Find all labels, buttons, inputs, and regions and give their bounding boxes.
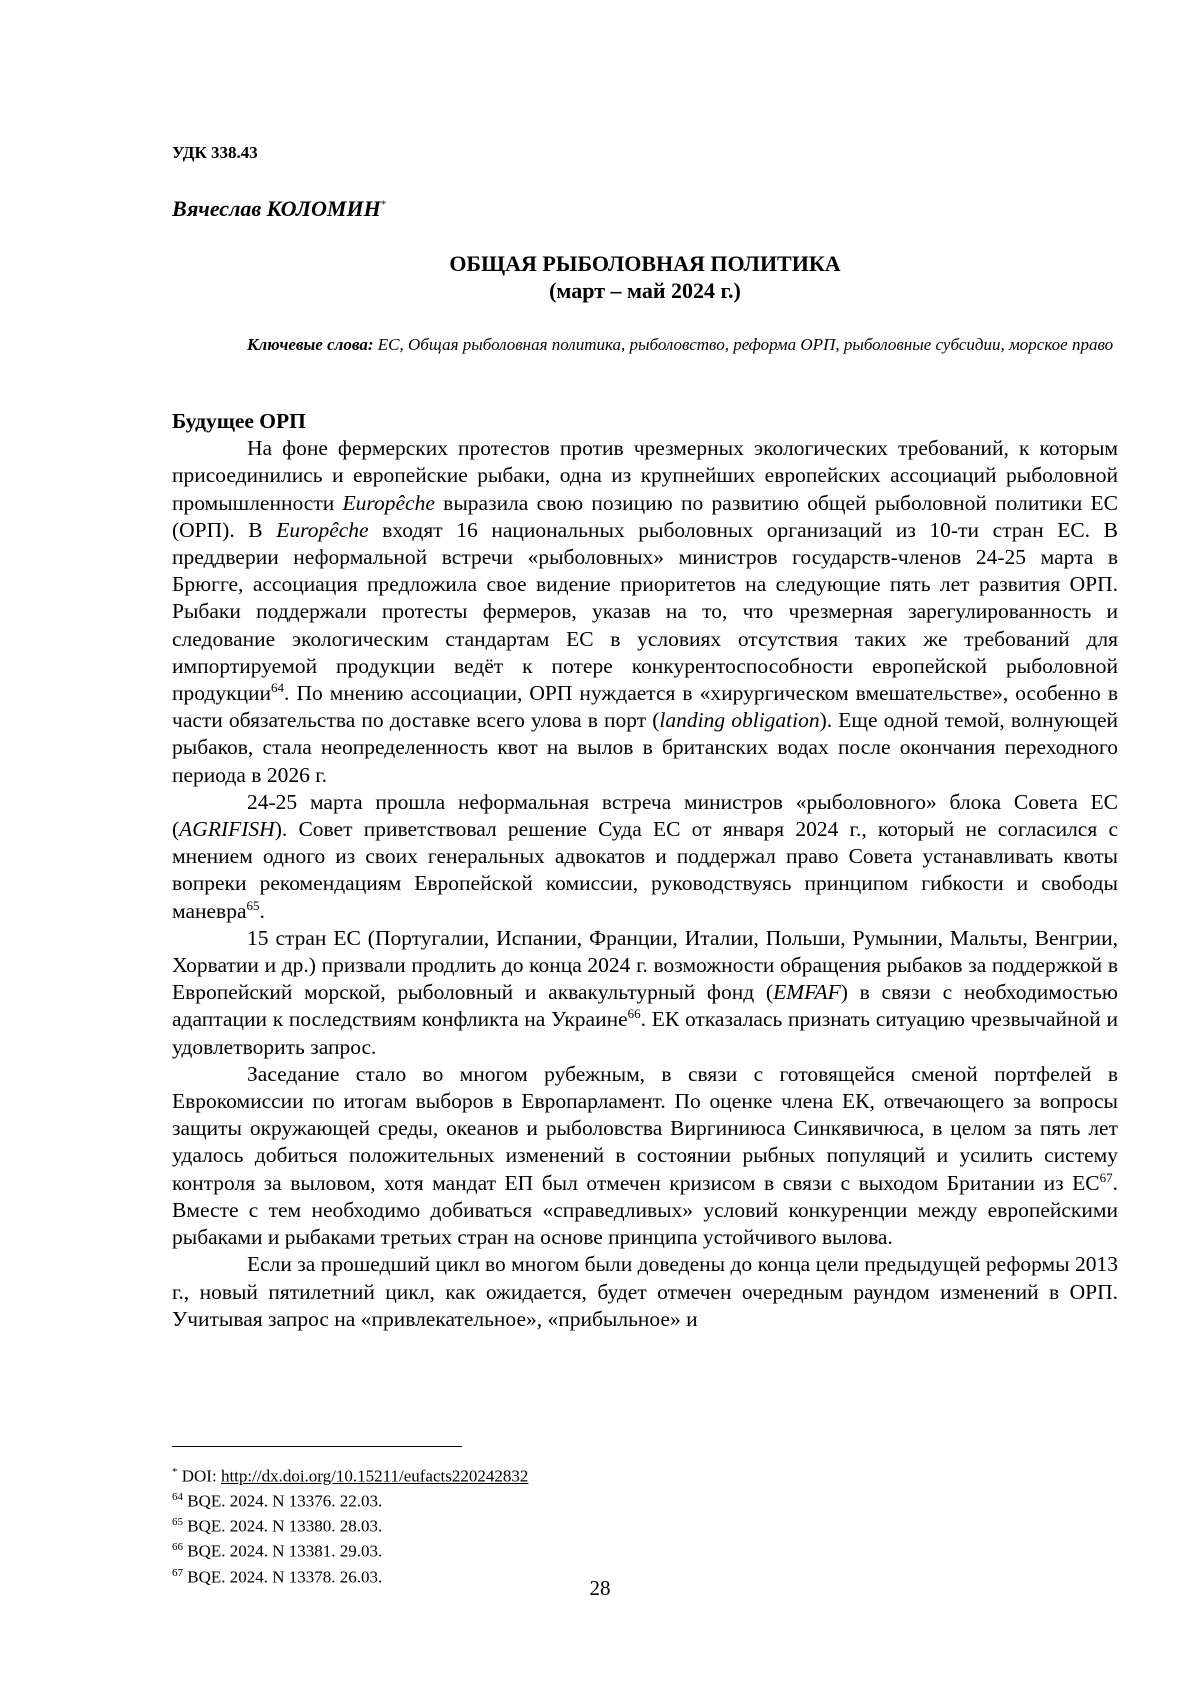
footnote-64 [172,1487,1072,1512]
paragraph-5 [172,1251,1118,1333]
author-footnote-mark[interactable]: * [380,198,387,211]
p3-text-d: . ЕК отказалась признать ситуацию чрезвычайной и удовлетворить запрос. [172,1007,1118,1059]
p1-italic-landing-obligation: landing obligation [659,708,820,733]
udk-code: УДК 338.43 [172,143,258,162]
paragraph-2 [172,789,1118,925]
footnote-text: BQE. 2024. N 13381. 29.03. [183,1542,383,1562]
p2-italic-agrifish: AGRIFISH [179,817,275,842]
keywords-label: Ключевые слова: [247,335,374,354]
article-title: ОБЩАЯ РЫБОЛОВНАЯ ПОЛИТИКА [449,251,841,276]
article-title-block [172,250,1118,304]
footnote-text: BQE. 2024. N 13380. 28.03. [183,1516,383,1536]
footnote-mark: 67 [172,1566,183,1579]
footnote-ref-64[interactable]: 64 [271,679,285,695]
footnote-mark: * [172,1466,178,1478]
footnotes [172,1462,1072,1588]
p1-text-e: входят 16 национальных рыболовных организаций из 10-ти стран ЕС. В преддверии неформальной встречи «рыболовных» министров государств-членов 24-25 марта в Брюгге, ассоциация предложила свое видение приоритетов на следующие пять лет развития ОРП. Рыбаки поддержали протесты фермеров, указав на то, что чрезмерная зарегулированность и следование экологическим стандартам ЕС в условиях отсутствия таких же требований для импортируемой продукции ведёт к потере конкурентоспособности европейской рыболовной продукции [172,517,1119,706]
page-number: 28 [589,1576,611,1600]
footnote-ref-65[interactable]: 65 [246,897,260,913]
footnote-doi-label: DOI: [177,1466,221,1486]
p3-italic-emfaf: EMFAF [773,980,841,1005]
p2-text-c: ). Совет приветствовал решение Суда ЕС от января 2024 г., который не согласился с мнением одного из своих генеральных адвокатов и поддержал право Совета устанавливать квоты вопреки рекомендациям Европейской комиссии, руководствуясь принципом гибкости и свободы маневра [172,817,1118,923]
footnote-mark: 65 [172,1516,183,1529]
p1-text-f: . По мнению ассоциации, ОРП нуждается в «хирургическом вмешательстве», особенно в части обязательства по доставке всего улова в порт ( [172,681,1118,733]
footnote-ref-67[interactable]: 67 [1099,1169,1113,1185]
p1-text-c: выразила свою позицию по развитию общей рыболовной политики ЕС (ОРП). В [172,490,1118,542]
p1-text-a: На фоне фермерских протестов против чрезмерных экологических требований, к которым присоединились и европейские рыбаки, одна из крупнейших европейских ассоциаций рыболовной промышленности [172,436,1118,515]
p3-text-a: 15 стран ЕС (Португалии, Испании, Франции, Италии, Польши, Румынии, Мальты, Венгрии, Хорватии и др.) призвали продлить до конца 2024 г. возможности обращения рыбаков за поддержкой в Европейский морской, рыболовный и аквакультурный фонд ( [172,925,1118,1005]
p4-text-b: . Вместе с тем необходимо добиваться «справедливых» условий конкуренции между европейскими рыбаками и рыбаками третьих стран на основе принципа устойчивого вылова. [172,1170,1118,1250]
footnote-mark: 66 [172,1541,183,1554]
footnote-text: BQE. 2024. N 13378. 26.03. [183,1567,383,1587]
p1-text-h: ). Еще одной темой, волнующей рыбаков, стала неопределенность квот на вылов в британских водах после окончания переходного периода в 2026 г. [172,708,1118,787]
paragraph-3 [172,925,1118,1061]
author-name [172,196,386,222]
keywords-text: ЕС, Общая рыболовная политика, рыболовство, реформа ОРП, рыболовные субсидии, морское право [373,335,1114,354]
paragraph-1 [172,435,1118,789]
footnote-ref-66[interactable]: 66 [627,1006,641,1022]
p4-text-a: Заседание стало во многом рубежным, в связи с готовящейся сменой портфелей в Еврокомиссии по итогам выборов в Европарламент. По оценке члена ЕК, отвечающего за вопросы защиты окружающей среды, океанов и рыболовства Виргиниюса Синкявичюса, в целом за пять лет удалось добиться положительных изменений в состоянии рыбных популяций и усилить систему контроля за выловом, хотя мандат ЕП был отмечен кризисом в связи с выходом Британии из ЕС [172,1061,1118,1195]
doi-link[interactable]: http://dx.doi.org/10.15211/eufacts220242832 [220,1466,529,1486]
p3-text-c: ) в связи с необходимостью адаптации к последствиям конфликта на Украине [172,980,1118,1032]
p1-italic-europeche-2: Europêche [276,517,369,542]
footnote-65 [172,1512,1072,1537]
section-heading: Будущее ОРП [172,409,306,433]
author-name-text: Вячеслав КОЛОМИН [172,196,381,221]
keywords [172,333,1118,357]
p2-text-d: . [259,898,265,923]
footnote-doi [172,1462,1072,1487]
p1-italic-europeche-1: Europêche [342,490,435,515]
paragraph-4 [172,1061,1118,1251]
footnote-text: BQE. 2024. N 13376. 22.03. [183,1491,383,1511]
article-body [172,408,1118,1333]
footnote-66 [172,1537,1072,1562]
p5-text-a: Если за прошедший цикл во многом были доведены до конца цели предыдущей реформы 2013 г., новый пятилетний цикл, как ожидается, будет отмечен очередным раундом изменений в ОРП. Учитывая запрос на «привлекательное», «прибыльное» и [172,1252,1118,1331]
article-subtitle: (март – май 2024 г.) [549,278,741,303]
p2-text-a: 24-25 марта прошла неформальная встреча министров «рыболовного» блока Совета ЕС ( [172,789,1118,842]
footnote-mark: 64 [172,1491,183,1504]
footnote-separator [172,1446,462,1447]
